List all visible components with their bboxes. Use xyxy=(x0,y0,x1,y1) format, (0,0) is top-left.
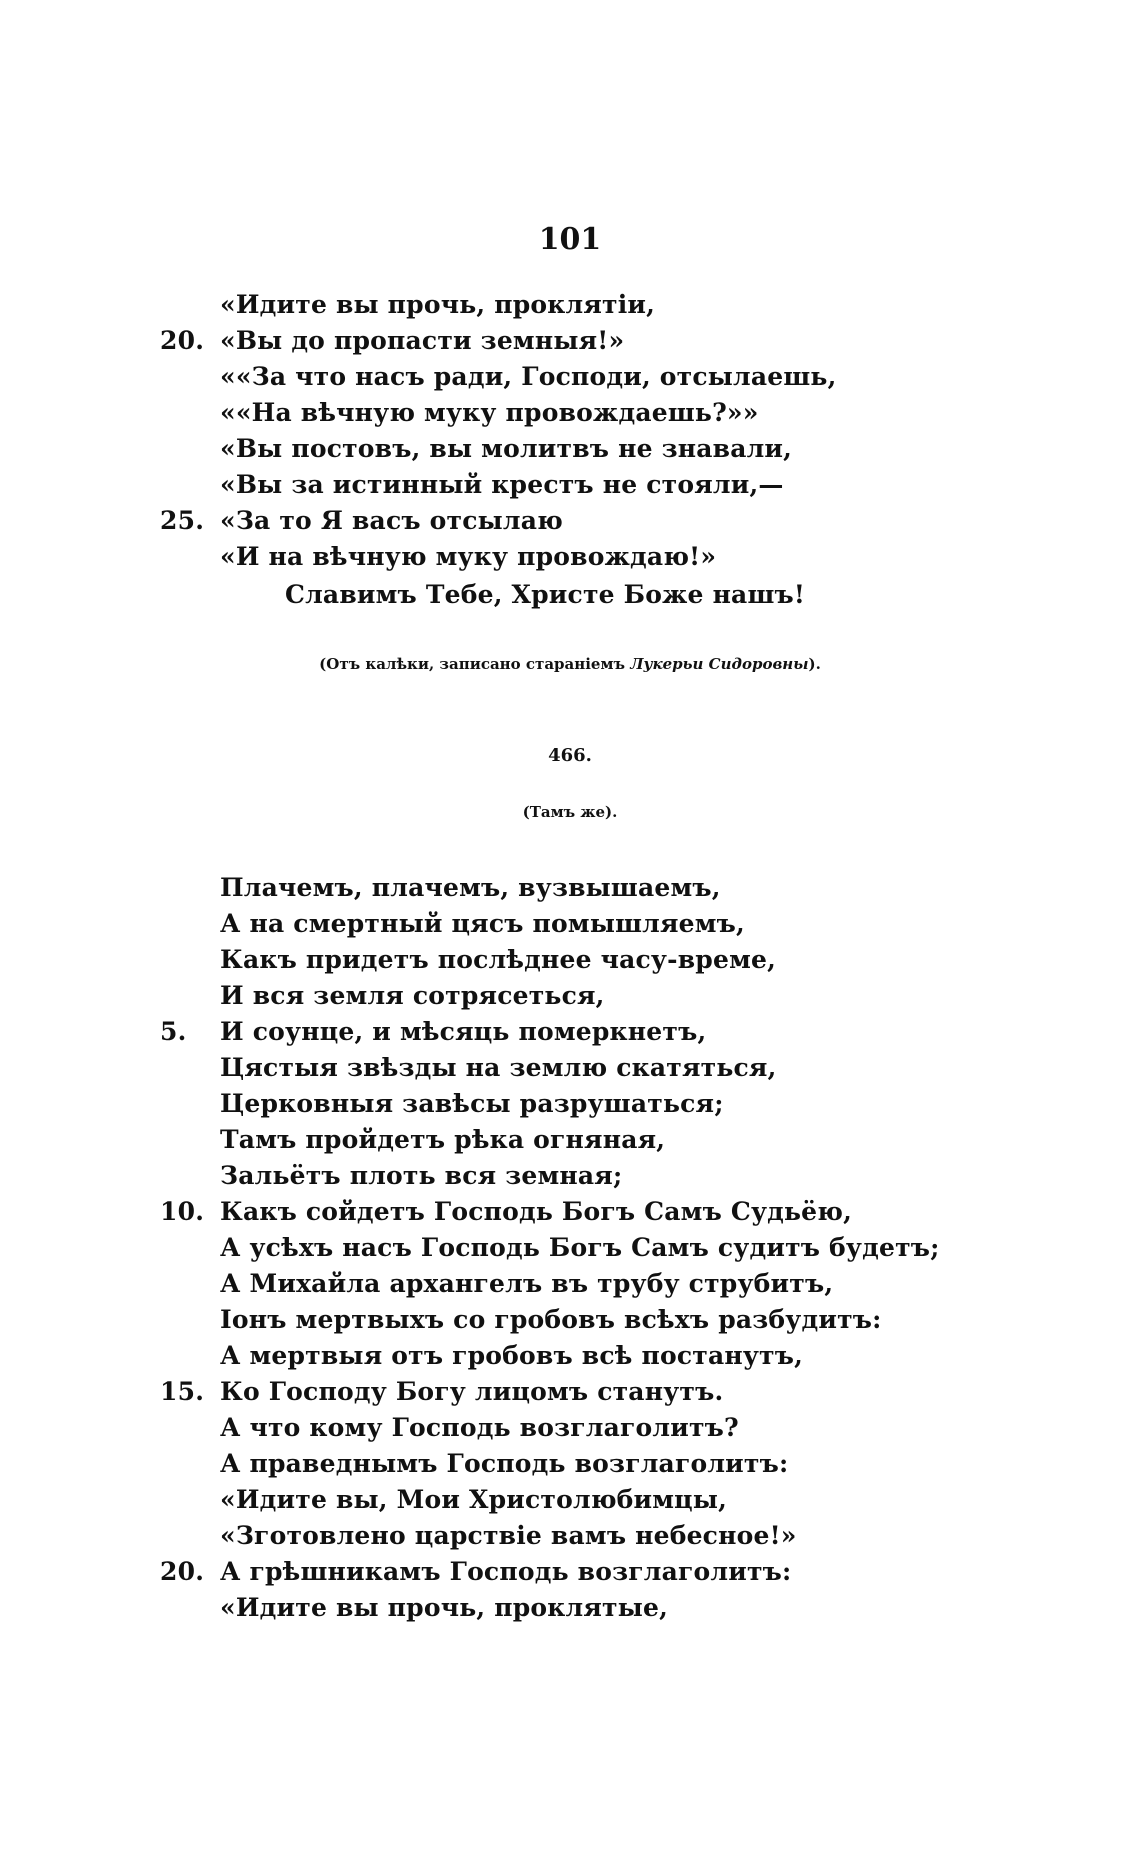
line-text: А на смертный цясъ помышляемъ, xyxy=(220,909,745,938)
line-number: 15. xyxy=(160,1377,205,1406)
line-text: И соунце, и мѣсяць померкнетъ, xyxy=(220,1017,707,1046)
line-text: Церковныя завѣсы разрушаться; xyxy=(220,1089,724,1118)
line-text: А праведнымъ Господь возглаголитъ: xyxy=(220,1449,789,1478)
line-text: «За то Я васъ отсылаю xyxy=(220,506,563,535)
line-text: Цястыя звѣзды на землю скатяться, xyxy=(220,1053,777,1082)
line-text: Зальётъ плоть вся земная; xyxy=(220,1161,623,1190)
line-text: «Вы до пропасти земныя!» xyxy=(220,326,625,355)
line-text: «Вы постовъ, вы молитвъ не знавали, xyxy=(220,434,793,463)
line-text: Какъ сойдетъ Господь Богъ Самъ Судьёю, xyxy=(220,1197,853,1226)
line-text: Плачемъ, плачемъ, вузвышаемъ, xyxy=(220,873,721,902)
line-text: ««На вѣчную муку провождаешь?»» xyxy=(220,398,759,427)
page-number: 101 xyxy=(538,222,602,257)
line-text: И вся земля сотрясеться, xyxy=(220,981,605,1010)
song-number: 466. xyxy=(548,745,592,766)
line-text: Ко Господу Богу лицомъ станутъ. xyxy=(220,1377,724,1406)
line-text: А грѣшникамъ Господь возглаголитъ: xyxy=(220,1557,792,1586)
line-text: А Михайла архангелъ въ трубу струбитъ, xyxy=(220,1269,834,1298)
line-text: Іонъ мертвыхъ со гробовъ всѣхъ разбудитъ: xyxy=(220,1305,882,1334)
line-text: ««За что насъ ради, Господи, отсылаешь, xyxy=(220,362,837,391)
source-suffix: ). xyxy=(808,655,821,673)
refrain-text: Славимъ Тебе, Христе Боже нашъ! xyxy=(285,580,806,609)
line-text: Какъ придетъ послѣднее часу-време, xyxy=(220,945,776,974)
line-text: «И на вѣчную муку провождаю!» xyxy=(220,542,717,571)
line-number: 20. xyxy=(160,1557,205,1586)
line-text: А мертвыя отъ гробовъ всѣ постанутъ, xyxy=(220,1341,804,1370)
line-text: «Идите вы прочь, проклятіи, xyxy=(220,290,656,319)
line-text: «Зготовлено царствіе вамъ небесное!» xyxy=(220,1521,797,1550)
source-prefix: (Отъ калѣки, записано стараніемъ xyxy=(319,655,631,673)
line-text: Тамъ пройдетъ рѣка огняная, xyxy=(220,1125,666,1154)
source-name: Лукерьи Сидоровны xyxy=(630,655,809,673)
line-text: А усѣхъ насъ Господь Богъ Самъ судитъ будетъ; xyxy=(220,1233,940,1262)
source-attribution xyxy=(0,655,1140,673)
line-text: «Идите вы прочь, проклятые, xyxy=(220,1593,668,1622)
line-number: 20. xyxy=(160,326,205,355)
song-source-note: (Тамъ же). xyxy=(522,803,618,821)
line-number: 25. xyxy=(160,506,205,535)
line-text: «Идите вы, Мои Христолюбимцы, xyxy=(220,1485,728,1514)
line-text: А что кому Господь возглаголитъ? xyxy=(220,1413,739,1442)
line-text: «Вы за истинный крестъ не стояли,— xyxy=(220,470,784,499)
line-number: 5. xyxy=(160,1017,187,1046)
line-number: 10. xyxy=(160,1197,205,1226)
